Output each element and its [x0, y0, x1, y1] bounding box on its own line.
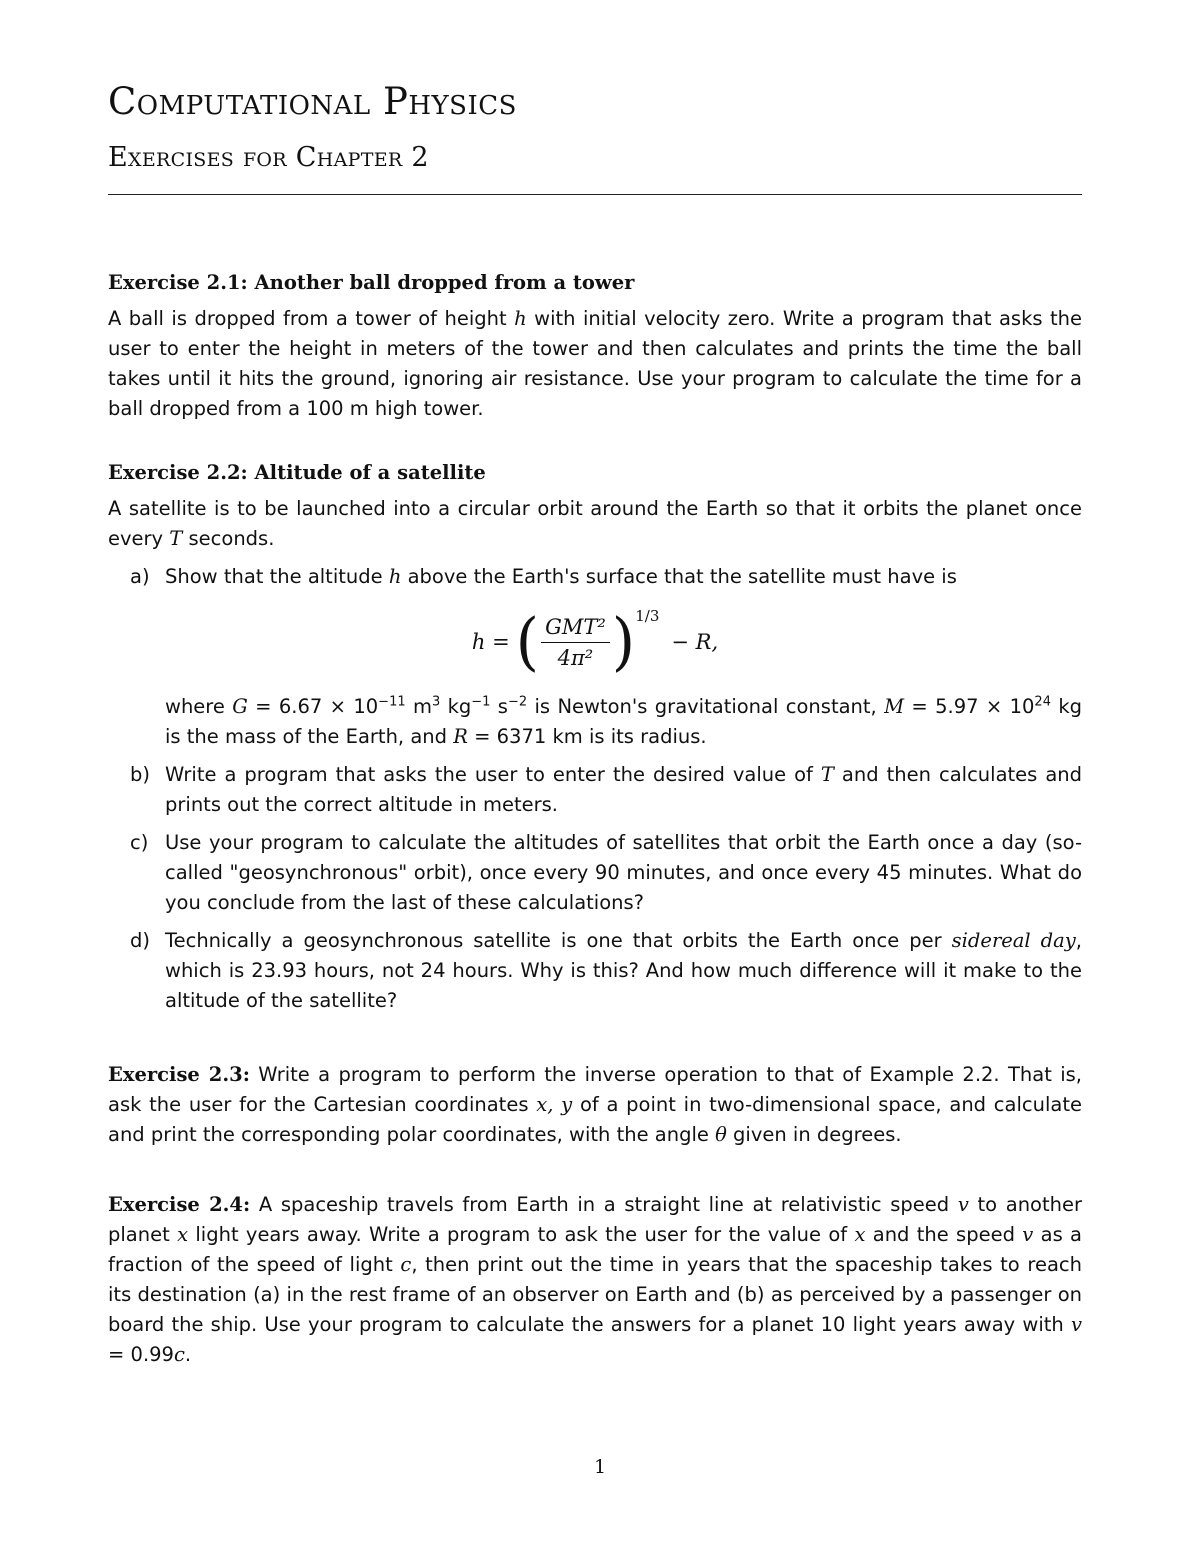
exercise-2-2-intro: A satellite is to be launched into a circular orbit around the Earth so that it orbits the planet once every T seconds.: [108, 497, 1082, 550]
exercise-2-2: [108, 458, 1082, 1016]
formula-lhs: h =: [471, 630, 510, 654]
formula-paren-close: ): [611, 605, 636, 679]
page-number: 1: [593, 1456, 607, 1478]
part-b-text: Write a program that asks the user to enter the desired value of T and then calculates and prints out the correct altitude in meters.: [165, 763, 1083, 816]
formula-paren-open: (: [515, 605, 540, 679]
exercise-2-1-text: A ball is dropped from a tower of height h with initial velocity zero. Write a program that asks the user to enter the height in meters of the tower and then calculates and prints the time the ball takes until it hits the ground, ignoring air resistance. Use your program to calculate the time for a ball dropped from a 100 m high tower.: [108, 307, 1082, 420]
formula-denominator: 4π²: [557, 645, 594, 670]
exercise-2-2-heading: Exercise 2.2: Altitude of a satellite: [108, 461, 486, 484]
part-b: [108, 760, 1082, 820]
constants-text: where $G = 6.67 \times 10^{-11}$ $m^3$ $kg^{-1}$ $s^{-2}$ is Newton's gravitational constant, $M = 5.97 \times 10^{24}$ kg is the mass of the Earth, and R = 6371 km is its radius.: [165, 694, 1082, 748]
formula-exponent: 1/3: [635, 607, 660, 625]
part-d-label: d): [130, 929, 150, 952]
part-a: [108, 562, 1082, 752]
exercise-2-4-heading: Exercise 2.4:: [108, 1193, 251, 1216]
part-d: [108, 926, 1082, 1016]
exercise-content: [108, 268, 1082, 1370]
formula-tail: − R,: [671, 630, 719, 654]
exercise-2-3: [108, 1060, 1082, 1150]
formula-numerator: GMT²: [541, 614, 610, 643]
part-d-text: Technically a geosynchronous satellite is one that orbits the Earth once per sidereal day, which is 23.93 hours, not 24 hours. Why is this? And how much difference will it make to the altitude of the satellite?: [165, 929, 1082, 1012]
exercise-2-1-heading: Exercise 2.1: Another ball dropped from a tower: [108, 271, 635, 294]
document-title: Computational Physics: [108, 80, 517, 123]
exercise-2-4: [108, 1190, 1082, 1370]
part-c: [108, 828, 1082, 918]
altitude-formula: [108, 598, 1082, 686]
exercise-2-1: [108, 268, 1082, 424]
part-a-label: a): [130, 565, 150, 588]
part-c-label: c): [130, 831, 149, 854]
header-rule: [108, 194, 1082, 195]
part-c-text: Use your program to calculate the altitudes of satellites that orbit the Earth once a day (so-called "geosynchronous" orbit), once every 90 minutes, and once every 45 minutes. What do you conclude from the last of these calculations?: [165, 831, 1082, 914]
exercise-2-2-parts: [108, 562, 1082, 1016]
exercise-2-3-text: Exercise 2.3: Write a program to perform the inverse operation to that of Example 2.2. That is, ask the user for the Cartesian coordinates x, y of a point in two-dimensional space, and calculate and print the corresponding polar coordinates, with the angle θ given in degrees.: [108, 1063, 1082, 1146]
document-subtitle: Exercises for Chapter 2: [108, 142, 429, 173]
part-a-text: Show that the altitude h above the Earth's surface that the satellite must have is: [165, 565, 957, 588]
formula-fraction: [541, 614, 610, 671]
exercise-2-3-heading: Exercise 2.3:: [108, 1063, 250, 1086]
exercise-2-4-text: Exercise 2.4: A spaceship travels from Earth in a straight line at relativistic speed v to another planet x light years away. Write a program to ask the user for the value of x and the speed v as a fraction of the speed of light c, then print out the time in years that the spaceship takes to reach its destination (a) in the rest frame of an observer on Earth and (b) as perceived by a passenger on board the ship. Use your program to calculate the answers for a planet 10 light years away with v = 0.99c.: [108, 1193, 1083, 1366]
part-b-label: b): [130, 763, 150, 786]
